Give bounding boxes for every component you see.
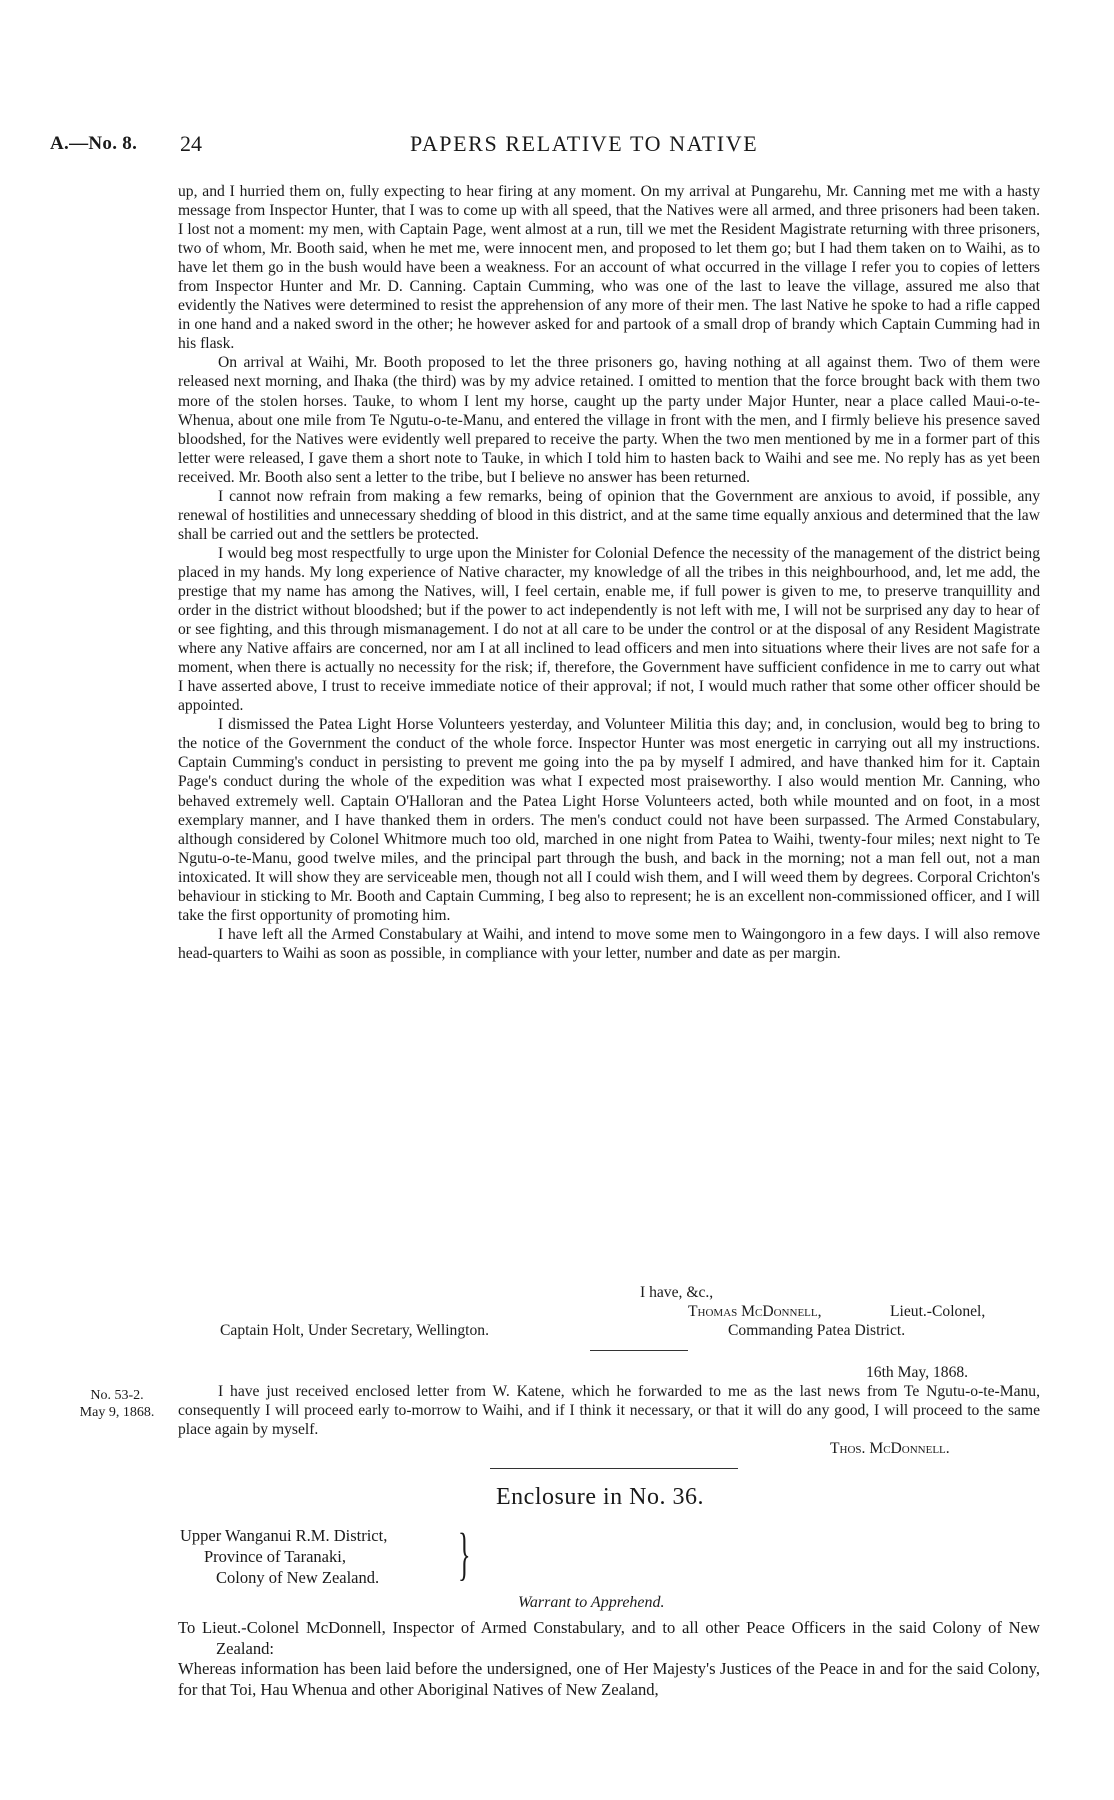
signature-rank: Lieut.-Colonel, bbox=[890, 1303, 986, 1320]
margin-ref-date: May 9, 1868. bbox=[79, 1405, 155, 1420]
section-divider bbox=[590, 1350, 688, 1351]
address-line-3: Colony of New Zealand. bbox=[216, 1568, 380, 1587]
signature-name: Thomas McDonnell, bbox=[688, 1303, 822, 1320]
enclosure-divider bbox=[490, 1468, 738, 1469]
closing: I have, &c., bbox=[640, 1284, 714, 1301]
letter-paragraph-3: I cannot now refrain from making a few remarks, being of opinion that the Government are anxious to avoid, if possible, any renewal of hostilities and unnecessary shedding of blood in this district, and at the same time equally anxious and determined that the law shall be carried out and the settlers be protected. bbox=[178, 487, 1040, 543]
letter-paragraph-5: I dismissed the Patea Light Horse Volunteers yesterday, and Volunteer Militia this day; and, in conclusion, would beg to bring to the notice of the Government the conduct of the whole force. Inspector Hunter was most energetic in carrying out all my instructions. Captain Cumming's conduct in persisting to prevent me going into the pa by myself I admired, and have thanked him for it. Captain Page's conduct during the whole of the expedition was what I expected most praiseworthy. I also would mention Mr. Canning, who behaved extremely well. Captain O'Halloran and the Patea Light Horse Volunteers acted, both while mounted and on foot, in a most exemplary manner, and I have thanked them in orders. The men's conduct could not have been surpassed. The Armed Constabulary, although considered by Colonel Whitmore much too old, marched in one night from Patea to Waihi, twenty-four miles; next night to Te Ngutu-o-te-Manu, good twelve miles, and the principal part through the bush, and back in the morning; not a man fell out, not a man intoxicated. It will show they are serviceable men, though not all I could wish them, and I will weed them by degrees. Corporal Crichton's behaviour in sticking to Mr. Booth and Captain Cumming, I beg also to represent; he is an excellent non-commissioned officer, and I will take the first opportunity of promoting him. bbox=[178, 716, 1040, 924]
letter-paragraph-2: On arrival at Waihi, Mr. Booth proposed to let the three prisoners go, having nothing at all against them. Two of them were released next morning, and Ihaka (the third) was by my advice retained. I omitted to mention that the force brought back with them two more of the stolen horses. Tauke, to whom I lent my horse, caught up the party under Major Hunter, near a place called Maui-o-te-Whenua, about one mile from Te Ngutu-o-te-Manu, and entered the village in front with the men, and I firmly believe his presence saved bloodshed, for the Natives were evidently well prepared to receive the party. When the two men mentioned by me in a former part of this letter were released, I gave them a short note to Tauke, in which I told him to hasten back to Waihi and see me. No reply has as yet been received. Mr. Booth also sent a letter to the tribe, but I believe no answer has been returned. bbox=[178, 354, 1040, 486]
warrant-body bbox=[178, 1618, 1040, 1700]
postscript-signature: Thos. McDonnell. bbox=[830, 1440, 950, 1457]
letter-body bbox=[178, 182, 1040, 963]
warrant-to-line: To Lieut.-Colonel McDonnell, Inspector of Armed Constabulary, and to all other Peace Officers in the said Colony of New Zealand: bbox=[178, 1618, 1040, 1658]
postscript-text: I have just received enclosed letter from W. Katene, which he forwarded to me as the last news from Te Ngutu-o-te-Manu, consequently I will proceed early to-morrow to Waihi, and if I think it necessary, or that it will do any good, I will proceed to the same place again by myself. bbox=[178, 1383, 1040, 1438]
address-line-2: Province of Taranaki, bbox=[204, 1547, 346, 1566]
margin-ref-number: No. 53-2. bbox=[90, 1388, 144, 1403]
page-number: 24 bbox=[180, 131, 202, 156]
signature-command: Commanding Patea District. bbox=[728, 1322, 906, 1339]
series-number: A.—No. 8. bbox=[50, 133, 138, 154]
letter-paragraph-6: I have left all the Armed Constabulary at Waihi, and intend to move some men to Waingongoro in a few days. I will also remove head-quarters to Waihi as soon as possible, in compliance with your letter, number and date as per margin. bbox=[178, 925, 1040, 962]
addressee: Captain Holt, Under Secretary, Wellington. bbox=[220, 1322, 489, 1339]
address-brace: } bbox=[458, 1521, 471, 1586]
margin-reference bbox=[62, 1387, 172, 1421]
running-title: PAPERS RELATIVE TO NATIVE bbox=[410, 131, 759, 156]
warrant-title: Warrant to Apprehend. bbox=[518, 1594, 665, 1611]
address-line-1: Upper Wanganui R.M. District, bbox=[180, 1526, 388, 1545]
enclosure-address bbox=[180, 1525, 387, 1588]
letter-paragraph-4: I would beg most respectfully to urge upon the Minister for Colonial Defence the necessity of the management of the district being placed in my hands. My long experience of Native character, my knowledge of all the tribes in this neighbourhood, and, let me add, the prestige that my name has among the Natives, will, I feel certain, enable me, if full power is given to me, to preserve tranquillity and order in the district without bloodshed; but if the power to act independently is not left with me, I will not be surprised any day to hear of or see fighting, and this through mismanagement. I do not at all care to be under the control or at the disposal of any Resident Magistrate where any Native affairs are concerned, nor am I at all inclined to lead officers and men into situations where their lives are not safe for a moment, when there is actually no necessity for the risk; if, therefore, the Government have sufficient confidence in me to carry out what I have asserted above, I trust to receive immediate notice of their approval; if not, I would much rather that some other officer should be appointed. bbox=[178, 544, 1040, 715]
postscript-date: 16th May, 1868. bbox=[866, 1364, 969, 1381]
letter-paragraph-1: up, and I hurried them on, fully expecting to hear firing at any moment. On my arrival at Pungarehu, Mr. Canning met me with a hasty message from Inspector Hunter, that I was to come up with all speed, that the Natives were all armed, and three prisoners had been taken. I lost not a moment: my men, with Captain Page, went almost at a run, till we met the Resident Magistrate returning with three prisoners, two of whom, Mr. Booth said, when he met me, were innocent men, and proposed to let them go; but I had them taken on to Waihi, as to have let them go in the bush would have been a weakness. For an account of what occurred in the village I refer you to copies of letters from Inspector Hunter and Mr. D. Canning. Captain Cumming, who was one of the last to leave the village, assured me also that evidently the Natives were determined to resist the apprehension of any more of their men. The last Native he spoke to had a rifle capped in one hand and a naked sword in the other; he however asked for and partook of a small drop of brandy which Captain Cumming had in his flask. bbox=[178, 183, 1040, 353]
warrant-whereas: Whereas information has been laid before the undersigned, one of Her Majesty's Justices of the Peace in and for the said Colony, for that Toi, Hau Whenua and other Aboriginal Natives of New Zealand, bbox=[178, 1659, 1040, 1699]
enclosure-title: Enclosure in No. 36. bbox=[496, 1484, 704, 1510]
